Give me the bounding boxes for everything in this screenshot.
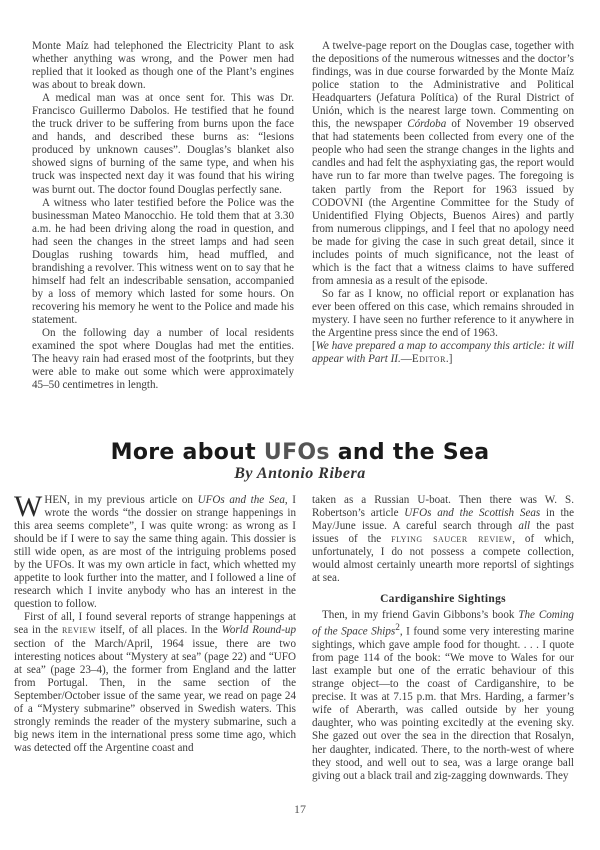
editor-signature: Editor — [411, 353, 446, 366]
paragraph: Then, in my friend Gavin Gibbons’s book The Coming of the Space Ships$^2$, I found some very interesting marine sightings, which gave ample food for thought. . . . I quote from page 114 of the book: “We move to Wales for our last example but one of the erratic behaviour of this strange object—to the coast of Cardiganshire, to be precise. It was at 7.15 p.m. that Mrs. Harding, a farmer’s wife of Aberarth, was called outside by her young daughter, who was pointing excitedly at the evening sky. She gazed out over the sea in the direction that Rosalyn, her daughter, indicated. There, to the north-west of where they stood, and well out to sea, was a large orange ball giving out a black trail and zig-zagging downwards. They — [312, 609, 575, 782]
paragraph: So far as I know, no official report or explanation has ever been offered on this case, which remains shrouded in mystery. I have seen no further reference to it anywhere in the Argentine press since the end of 1963. — [312, 287, 574, 340]
page-number: 17 — [294, 802, 306, 816]
paragraph: A witness who later testified before the Police was the businessman Mateo Manocchio. He told them that at 3.30 a.m. he had been driving along the road in question, and had seen the changes in the street lamps and had seen Douglas rushing towards him, head muffled, and brandishing a revolver. This witness went on to say that he himself had felt an indescribable sensation, accompanied by a loss of memory which lasted for some hours. On recovering his memory he went to the Police and made his statement. — [32, 196, 294, 326]
newspaper-name: Córdoba — [407, 118, 447, 131]
title-highlight: UFOs — [263, 440, 330, 465]
footnote-ref: 2 — [395, 623, 400, 634]
article-right-column — [312, 494, 574, 783]
paragraph: taken as a Russian U-boat. Then there was W. S. Robertson’s article UFOs and the Scottish Seas in the May/June issue. A careful search through all the past issues of the flying saucer review, of which, unfortunately, I do not possess a compete collection, would almost certainly unearth more reportsl of sightings at sea. — [312, 494, 574, 585]
editor-note: [We have prepared a map to accompany this article: it will appear with Part II.—Editor.] — [312, 340, 574, 366]
previous-article-right-column — [312, 40, 574, 366]
article-left-column — [14, 490, 297, 755]
paragraph: Monte Maíz had telephoned the Electricity Plant to ask whether anything was wrong, and the Power men had replied that it looked as though one of the Plant’s engines was about to break down. — [32, 40, 294, 92]
paragraph: A twelve-page report on the Douglas case, together with the depositions of the numerous witnesses and the doctor’s findings, was in due course forwarded by the Monte Maíz police station to the Administrative and Political Headquarters (Jefatura Política) of the Rural District of Unión, which is the nearest large town. Commenting on this, the newspaper Córdoba of November 19 observed that had statements been collected from every one of the people who had seen the strange changes in the lights and candles and had felt the asphyxiating gas, the report would have run to far more than twelve pages. The foregoing is taken partly from the Report for 1963 issued by CODOVNI (the Argentine Committee for the Study of Unidentified Flying Objects, Buenos Aires) and partly from numerous clippings, and I feel that no apology need be made for giving the case in such great detail, since it includes points of much significance, not the least of which is the fact that a witness claims to have suffered from amnesia as a result of the episode. — [312, 40, 574, 287]
article-byline: By Antonio Ribera — [234, 465, 366, 482]
paragraph: A medical man was at once sent for. This was Dr. Francisco Guillermo Dabolos. He testified that he found the truck driver to be suffering from burns upon the face and hands, and described these burns as: “lesions produced by unknown causes”. Douglas’s blanket also showed signs of burning of the same type, and when his truck was inspected next day it was found that his wiring was burnt out. The doctor found Douglas perfectly sane. — [32, 92, 294, 196]
article-title: More about UFOs and the Sea — [110, 440, 490, 465]
previous-article-left-column — [32, 40, 294, 392]
drop-cap: W — [14, 490, 43, 523]
paragraph: WHEN, in my previous article on UFOs and the Sea, I wrote the words “the dossier on strange happenings in this area seems complete”, I was quite wrong: as wrong as I should be if I were to say the same thing again. This dossier is still wide open, as are most of the intriguing problems posed by the UFOs. It was my own article in fact, which whetted my appetite to look further into the matter, and I followed a line of research which I invite anybody who has an interest in the question to follow. — [14, 490, 297, 611]
paragraph: First of all, I found several reports of strange happenings at sea in the review itself, of all places. In the World Round-up section of the March/April, 1964 issue, there are two interesting notices about “Mystery at sea” (page 22) and “UFO at sea” (page 23–4), the former from England and the latter from Portugal. Then, in the same section of the September/October issue of the same year, we read on page 24 of a “Mystery submarine” observed in Swedish waters. This strongly reminds the reader of the mystery submarine, such a big news item in the international press some time ago, which was detected off the Argentine coast and — [14, 611, 296, 754]
section-subheading: Cardiganshire Sightings — [380, 593, 506, 606]
paragraph: On the following day a number of local residents examined the spot where Douglas had met the entities. The heavy rain had erased most of the footprints, but they were able to make out some which were approximately 45–50 centimetres in length. — [32, 327, 294, 392]
